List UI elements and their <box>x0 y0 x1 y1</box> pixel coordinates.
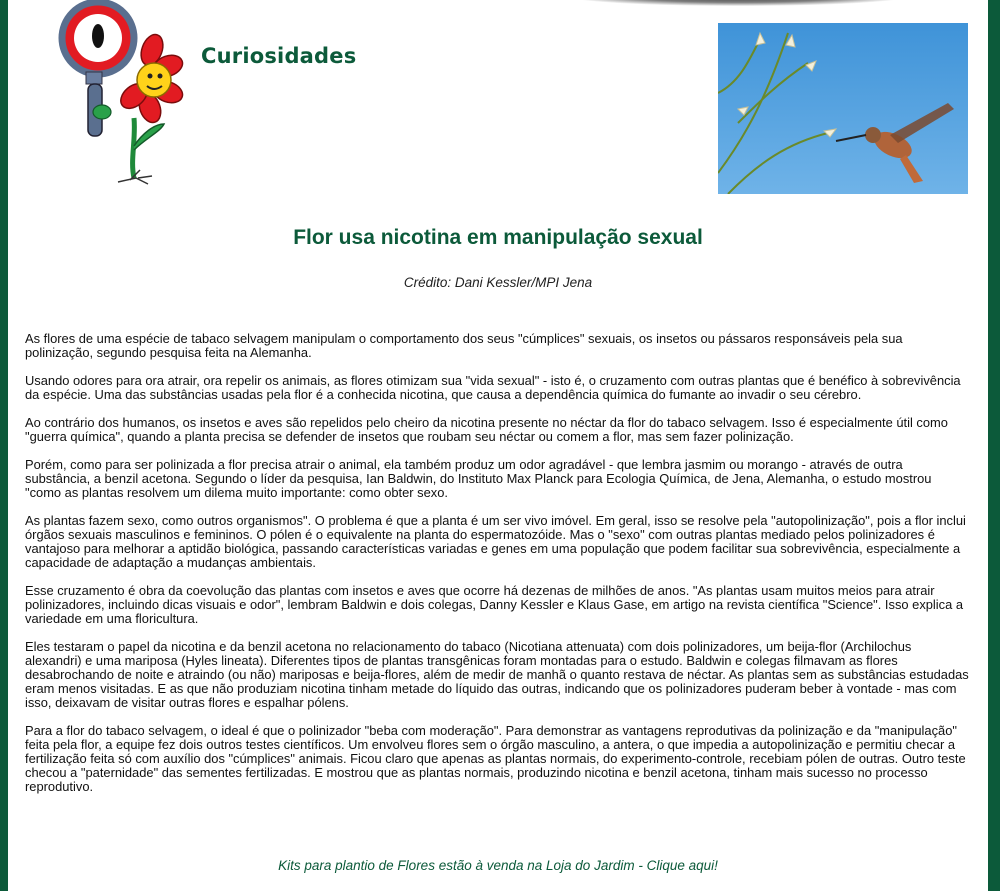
article-title: Flor usa nicotina em manipulação sexual <box>293 226 703 249</box>
article-paragraph: Porém, como para ser polinizada a flor precisa atrair o animal, ela também produz um odor agradável - que lembra jasmim ou morango - através de outra substância, a benzil acetona. Segundo o líder da pesquisa, Ian Baldwin, do Instituto Max Planck para Ecologia Química, de Jena, Alemanha, o estudo mostrou "como as plantas resolvem um dilema muito importante: como obter sexo. <box>25 457 932 500</box>
article-paragraph: Esse cruzamento é obra da coevolução das plantas com insetos e aves que ocorre há dezenas de milhões de anos. "As plantas usam muitos meios para atrair polinizadores, incluindo dicas visuais e odor", lembram Baldwin e dois colegas, Danny Kessler e Klaus Gase, em artigo na revista científica "Science". Isso explica a variedade em uma floricultura. <box>25 583 964 626</box>
section-title: Curiosidades <box>201 44 357 68</box>
top-decoration <box>568 0 908 6</box>
article-paragraph: Ao contrário dos humanos, os insetos e aves são repelidos pelo cheiro da nicotina presente no néctar da flor do tabaco selvagem. Isso é especialmente útil como "guerra química", quando a planta precisa se defender de insetos que roubam seu néctar ou comem a flor, mas sem fazer polinização. <box>25 415 948 444</box>
article-paragraph: As flores de uma espécie de tabaco selvagem manipulam o comportamento dos seus "cúmplices" sexuais, os insetos ou pássaros responsáveis pela sua polinização, segundo pesquisa feita na Alemanha. <box>25 331 903 360</box>
article-paragraph: Para a flor do tabaco selvagem, o ideal é que o polinizador "beba com moderação". Para demonstrar as vantagens reprodutivas da polinização e da "manipulação" feita pela flor, a equipe fez dois outros testes científicos. Um envolveu flores sem o órgão masculino, a antera, o que impedia a autopolinização e permitiu checar a fertilização feita só com auxílio dos "cúmplices" animais. Ficou claro que apenas as plantas normais, do experimento-controle, recebiam pólen de outras. Outro teste checou a "paternidade" das sementes fertilizadas. E mostrou que as plantas normais, produzindo nicotina e benzil acetona, tinham mais sucesso no processo reprodutivo. <box>25 723 966 794</box>
article-paragraph: As plantas fazem sexo, como outros organismos". O problema é que a planta é um ser vivo imóvel. Em geral, isso se resolve pela "autopolinização", pois a flor inclui órgãos sexuais masculinos e femininos. O pólen é o equivalente na planta do espermatozóide. Mas o "sexo" com outras plantas mediado pelos polinizadores é vantajoso para melhorar a aptidão biológica, passando características variadas e genes em uma população que podem facilitar sua sobrevivência, especialmente a capacidade de adaptação a mudanças ambientais. <box>25 513 966 570</box>
article-paragraph: Usando odores para ora atrair, ora repelir os animais, as flores otimizam sua "vida sexual" - isto é, o cruzamento com outras plantas que é benéfico à sobrevivência da espécie. Uma das substâncias usadas pela flor é a conhecida nicotina, que causa a dependência química do fumante ao invadir o seu cérebro. <box>25 373 961 402</box>
article-body <box>25 332 969 808</box>
magnifier-flower-mascot-icon <box>44 0 184 190</box>
store-link[interactable]: Kits para plantio de Flores estão à venda na Loja do Jardim - Clique aqui! <box>278 858 718 873</box>
hummingbird-tobacco-flower-photo <box>718 23 968 194</box>
article-paragraph: Eles testaram o papel da nicotina e da benzil acetona no relacionamento do tabaco (Nicotiana attenuata) com dois polinizadores, um beija-flor (Archilochus alexandri) e uma mariposa (Hyles lineata). Diferentes tipos de plantas transgênicas foram montadas para o estudo. Baldwin e colegas filmavam as flores desabrochando de noite e atraindo (ou não) mariposas e beija-flores, além de medir de manhã o quanto restava de néctar. As plantas sem as substâncias estudadas eram menos visitadas. E as que não produziam nicotina tinham metade do líquido das outras, indicando que os polinizadores puderam beber à vontade - mas com isso, deixavam de visitar outras flores e espalhar pólens. <box>25 639 969 710</box>
photo-credit: Crédito: Dani Kessler/MPI Jena <box>403 275 593 290</box>
page <box>8 0 988 891</box>
